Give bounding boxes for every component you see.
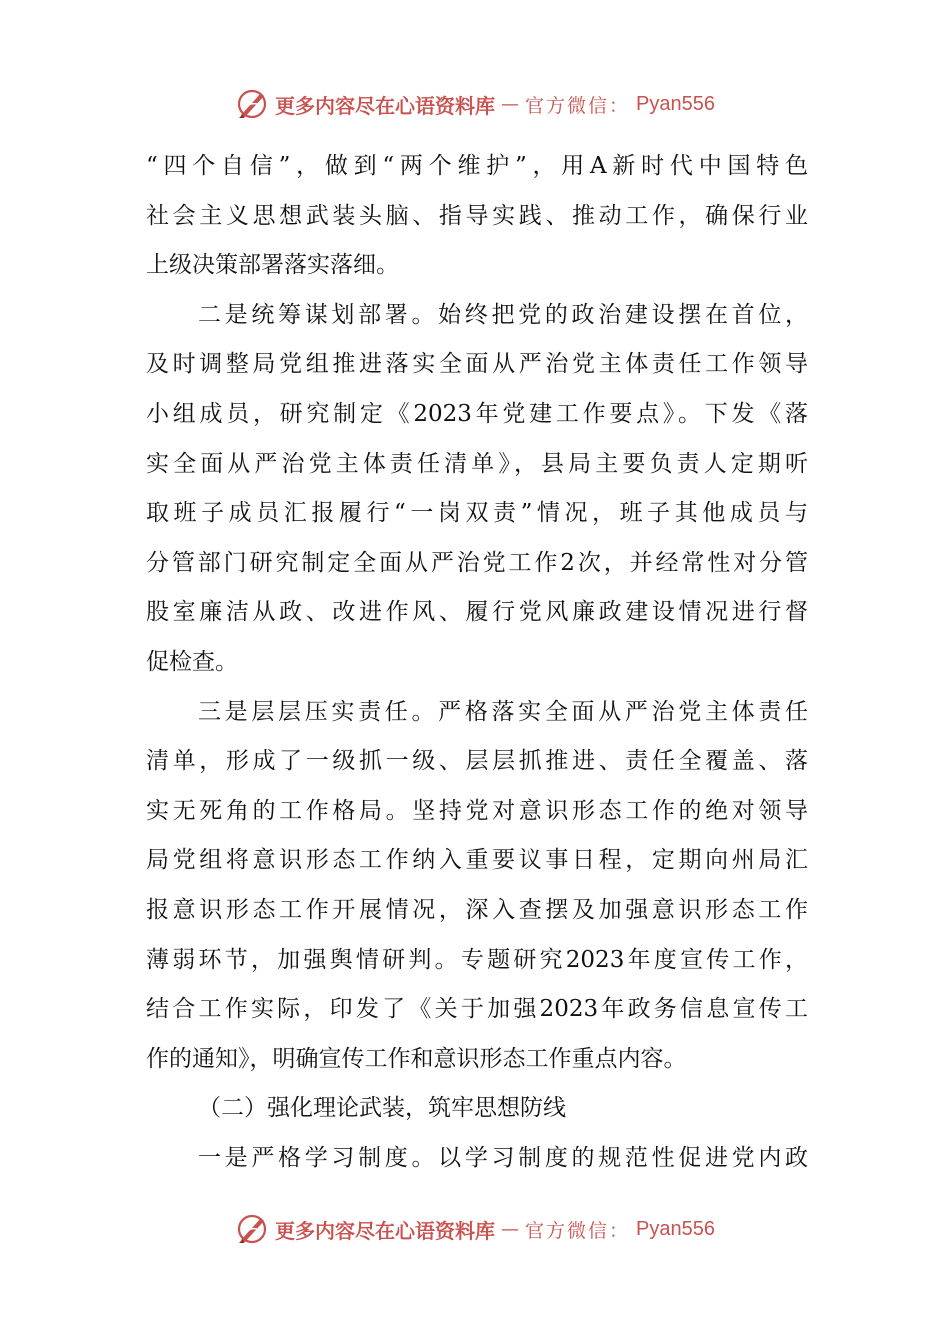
body-text-line: 清单，形成了一级抓一级、层层抓推进、责任全覆盖、落 [146,748,808,775]
watermark-wechat-label: 官方微信： [525,94,631,117]
pen-logo-icon [235,1212,269,1246]
body-text-line: 取班子成员汇报履行“一岗双责”情况，班子其他成员与 [146,500,808,527]
body-text-line: 局党组将意识形态工作纳入重要议事日程，定期向州局汇 [146,847,808,874]
body-text-line: 及时调整局党组推进落实全面从严治党主体责任工作领导 [146,351,808,378]
watermark-wechat-id: Pyan556 [636,1217,715,1240]
body-text-line: 一是严格学习制度。以学习制度的规范性促进党内政 [198,1144,808,1171]
body-text-line: “四个自信”，做到“两个维护”，用A新时代中国特色 [146,153,808,179]
body-text-line: 实无死角的工作格局。坚持党对意识形态工作的绝对领导 [146,797,808,824]
body-text-line: （二）强化理论武装，筑牢思想防线 [198,1095,566,1122]
body-text-line: 股室廉洁从政、改进作风、履行党风廉政建设情况进行督 [146,599,808,626]
body-text-line: 三是层层压实责任。严格落实全面从严治党主体责任 [198,698,808,725]
body-text-line: 实全面从严治党主体责任清单》，县局主要负责人定期听 [146,450,808,477]
watermark-wechat-id: Pyan556 [636,92,715,115]
body-text-line: 上级决策部署落实落细。 [146,252,399,279]
watermark-separator: — [501,93,519,115]
watermark-site-text: 更多内容尽在心语资料库 [275,93,495,118]
body-text-line: 作的通知》，明确宣传工作和意识形态工作重点内容。 [146,1045,687,1072]
watermark-wechat-label: 官方微信： [525,1219,631,1242]
body-text-line: 报意识形态工作开展情况，深入查摆及加强意识形态工作 [146,896,808,923]
body-text-line: 社会主义思想武装头脑、指导实践、推动工作，确保行业 [146,202,808,229]
watermark-footer [0,1209,950,1249]
body-text-line: 二是统筹谋划部署。始终把党的政治建设摆在首位， [198,301,808,328]
body-text-line: 结合工作实际，印发了《关于加强2023年政务信息宣传工 [146,996,808,1023]
watermark-site-text: 更多内容尽在心语资料库 [275,1218,495,1243]
pen-logo-icon [235,87,269,121]
body-text-line: 促检查。 [146,648,238,675]
document-body [146,142,808,1183]
watermark-header [0,84,950,124]
watermark-separator: — [501,1218,519,1240]
body-text-line: 分管部门研究制定全面从严治党工作2次，并经常性对分管 [146,549,808,576]
body-text-line: 小组成员，研究制定《2023年党建工作要点》。下发《落 [146,400,808,427]
body-text-line: 薄弱环节，加强舆情研判。专题研究2023年度宣传工作， [146,946,808,973]
